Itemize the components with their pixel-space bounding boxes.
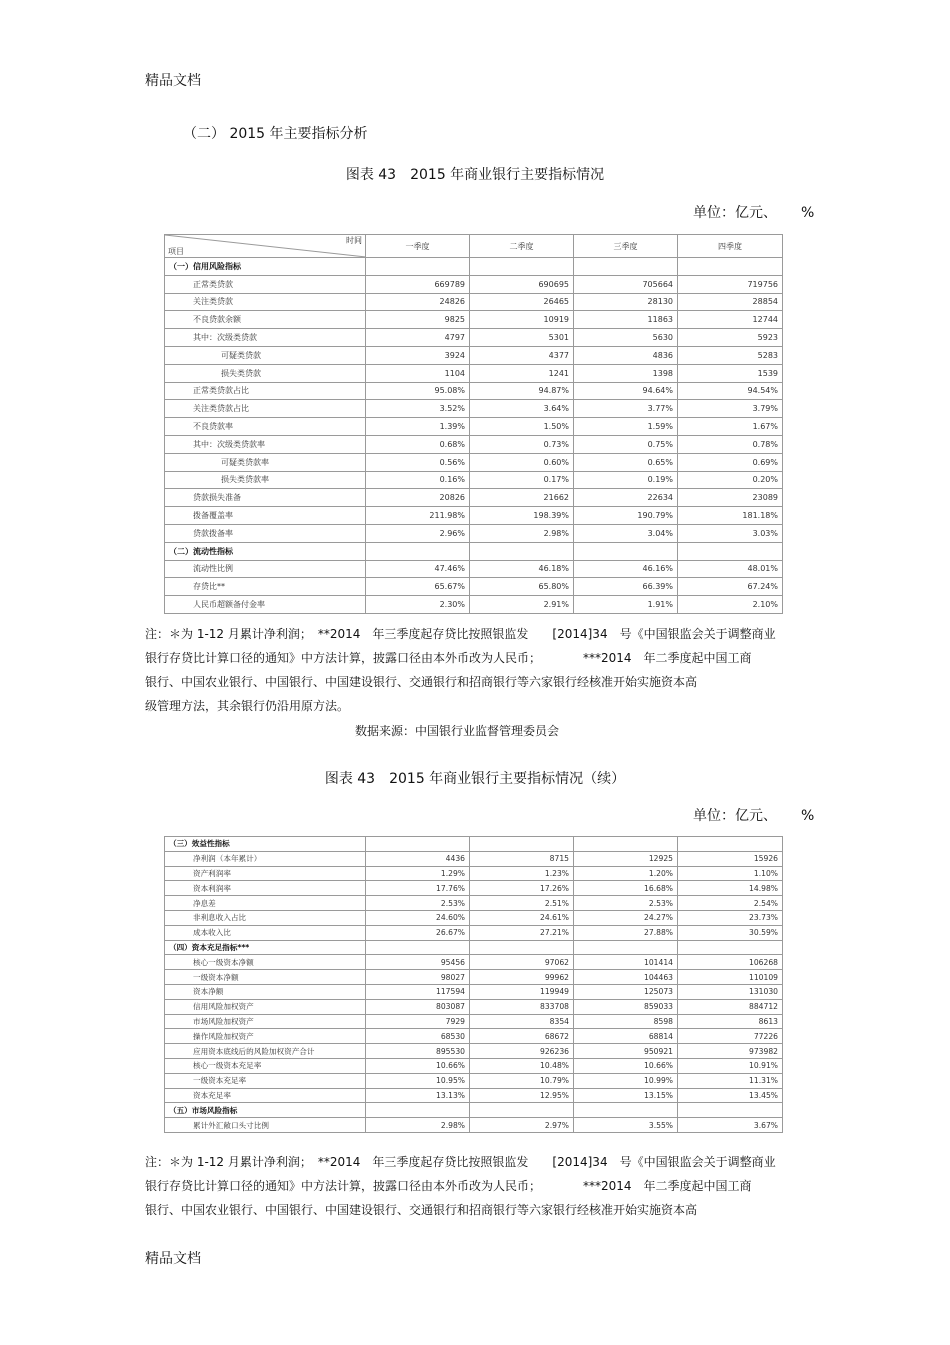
table-row xyxy=(165,984,783,999)
value-cell: 5923 xyxy=(678,329,783,347)
row-label: 不良贷款余额 xyxy=(165,311,366,329)
value-cell: 1.91% xyxy=(574,596,678,614)
value-cell: 68530 xyxy=(366,1029,470,1044)
table-row xyxy=(165,560,783,578)
table-row xyxy=(165,881,783,896)
group-label: （四）资本充足指标*** xyxy=(165,940,366,955)
value-cell: 12.95% xyxy=(470,1088,574,1103)
table1-footnote xyxy=(145,622,805,718)
value-cell: 17.26% xyxy=(470,881,574,896)
value-cell: 4797 xyxy=(366,329,470,347)
value-cell: 125073 xyxy=(574,984,678,999)
table-row xyxy=(165,346,783,364)
corner-header-cell xyxy=(165,235,366,258)
value-cell: 0.78% xyxy=(678,435,783,453)
value-cell: 47.46% xyxy=(366,560,470,578)
table-row xyxy=(165,1058,783,1073)
value-cell: 12744 xyxy=(678,311,783,329)
row-label: 一级资本净额 xyxy=(165,970,366,985)
value-cell xyxy=(574,542,678,560)
value-cell: 859033 xyxy=(574,999,678,1014)
group-row xyxy=(165,940,783,955)
table-row xyxy=(165,999,783,1014)
value-cell: 97062 xyxy=(470,955,574,970)
group-label: （一）信用风险指标 xyxy=(165,258,366,276)
value-cell: 17.76% xyxy=(366,881,470,896)
table-row xyxy=(165,364,783,382)
value-cell: 14.98% xyxy=(678,881,783,896)
value-cell: 0.60% xyxy=(470,453,574,471)
value-cell: 1.59% xyxy=(574,418,678,436)
value-cell: 11863 xyxy=(574,311,678,329)
value-cell: 669789 xyxy=(366,275,470,293)
footnote-line: 银行存贷比计算口径的通知》中方法计算，披露口径由本外币改为人民币； ***2014 年二季度起中国工商 xyxy=(145,1179,752,1193)
value-cell: 26465 xyxy=(470,293,574,311)
value-cell: 77226 xyxy=(678,1029,783,1044)
unit-label: 单位：亿元、 xyxy=(693,205,777,221)
value-cell: 10.48% xyxy=(470,1058,574,1073)
value-cell: 4377 xyxy=(470,346,574,364)
value-cell: 27.88% xyxy=(574,925,678,940)
value-cell: 94.64% xyxy=(574,382,678,400)
value-cell: 28854 xyxy=(678,293,783,311)
table-row xyxy=(165,596,783,614)
group-label: （二）流动性指标 xyxy=(165,542,366,560)
value-cell xyxy=(678,940,783,955)
row-label: 正常类贷款 xyxy=(165,275,366,293)
value-cell: 67.24% xyxy=(678,578,783,596)
row-label: 贷款损失准备 xyxy=(165,489,366,507)
value-cell: 719756 xyxy=(678,275,783,293)
footnote-line: 银行存贷比计算口径的通知》中方法计算，披露口径由本外币改为人民币； ***2014 年二季度起中国工商 xyxy=(145,651,752,665)
group-row xyxy=(165,1103,783,1118)
value-cell: 98027 xyxy=(366,970,470,985)
value-cell: 106268 xyxy=(678,955,783,970)
value-cell: 0.69% xyxy=(678,453,783,471)
value-cell xyxy=(470,542,574,560)
row-label: 资产利润率 xyxy=(165,866,366,881)
row-label: 核心一级资本充足率 xyxy=(165,1058,366,1073)
section-heading: （二） 2015 年主要指标分析 xyxy=(183,126,368,142)
row-label: 累计外汇敞口头寸比例 xyxy=(165,1118,366,1133)
value-cell xyxy=(678,542,783,560)
value-cell: 2.30% xyxy=(366,596,470,614)
value-cell: 1.23% xyxy=(470,866,574,881)
value-cell: 13.13% xyxy=(366,1088,470,1103)
value-cell: 0.68% xyxy=(366,435,470,453)
value-cell: 119949 xyxy=(470,984,574,999)
group-row xyxy=(165,837,783,852)
value-cell xyxy=(470,1103,574,1118)
value-cell xyxy=(470,837,574,852)
row-label: 核心一级资本净额 xyxy=(165,955,366,970)
group-row xyxy=(165,258,783,276)
row-label: 非利息收入占比 xyxy=(165,910,366,925)
column-header: 三季度 xyxy=(574,235,678,258)
value-cell: 2.53% xyxy=(574,896,678,911)
value-cell: 5301 xyxy=(470,329,574,347)
value-cell: 1539 xyxy=(678,364,783,382)
value-cell xyxy=(678,1103,783,1118)
row-label: 资本利润率 xyxy=(165,881,366,896)
value-cell: 24.61% xyxy=(470,910,574,925)
table-row xyxy=(165,1073,783,1088)
indicator-table-2 xyxy=(164,836,783,1133)
unit-percent: % xyxy=(801,808,815,824)
value-cell: 926236 xyxy=(470,1044,574,1059)
table1-unit xyxy=(693,202,814,222)
row-label: 存贷比** xyxy=(165,578,366,596)
value-cell: 2.97% xyxy=(470,1118,574,1133)
value-cell: 950921 xyxy=(574,1044,678,1059)
value-cell: 7929 xyxy=(366,1014,470,1029)
row-label: 其中：次级类贷款率 xyxy=(165,435,366,453)
table-row xyxy=(165,400,783,418)
value-cell: 1.39% xyxy=(366,418,470,436)
value-cell: 705664 xyxy=(574,275,678,293)
value-cell: 5630 xyxy=(574,329,678,347)
table-row xyxy=(165,293,783,311)
row-label: 操作风险加权资产 xyxy=(165,1029,366,1044)
value-cell: 8613 xyxy=(678,1014,783,1029)
value-cell: 4436 xyxy=(366,851,470,866)
table-row xyxy=(165,489,783,507)
value-cell: 22634 xyxy=(574,489,678,507)
row-label: 关注类贷款 xyxy=(165,293,366,311)
row-label: 损失类贷款率 xyxy=(165,471,366,489)
value-cell: 0.65% xyxy=(574,453,678,471)
value-cell xyxy=(574,940,678,955)
value-cell: 803087 xyxy=(366,999,470,1014)
value-cell: 10.66% xyxy=(574,1058,678,1073)
value-cell: 8715 xyxy=(470,851,574,866)
value-cell: 24826 xyxy=(366,293,470,311)
value-cell: 23089 xyxy=(678,489,783,507)
value-cell: 11.31% xyxy=(678,1073,783,1088)
value-cell xyxy=(470,258,574,276)
value-cell: 3.52% xyxy=(366,400,470,418)
value-cell xyxy=(574,258,678,276)
value-cell xyxy=(574,837,678,852)
row-label: 正常类贷款占比 xyxy=(165,382,366,400)
table-row xyxy=(165,866,783,881)
group-label: （五）市场风险指标 xyxy=(165,1103,366,1118)
corner-diagonal xyxy=(165,235,366,257)
value-cell: 20826 xyxy=(366,489,470,507)
value-cell: 973982 xyxy=(678,1044,783,1059)
row-label: 市场风险加权资产 xyxy=(165,1014,366,1029)
value-cell: 0.75% xyxy=(574,435,678,453)
table-row xyxy=(165,275,783,293)
value-cell: 15926 xyxy=(678,851,783,866)
value-cell: 198.39% xyxy=(470,507,574,525)
group-row xyxy=(165,542,783,560)
footnote-line: 注：＊为 1-12 月累计净利润； **2014 年三季度起存贷比按照银监发 [2014]34 号《中国银监会关于调整商业 xyxy=(145,1155,776,1169)
value-cell xyxy=(470,940,574,955)
table-row xyxy=(165,910,783,925)
value-cell: 65.80% xyxy=(470,578,574,596)
value-cell: 13.15% xyxy=(574,1088,678,1103)
row-label: 净利润（本年累计） xyxy=(165,851,366,866)
table-row xyxy=(165,418,783,436)
table2-title: 图表 43 2015 年商业银行主要指标情况（续） xyxy=(324,771,626,787)
value-cell: 68672 xyxy=(470,1029,574,1044)
row-label: 可疑类贷款 xyxy=(165,346,366,364)
value-cell: 211.98% xyxy=(366,507,470,525)
value-cell: 3.03% xyxy=(678,524,783,542)
value-cell: 2.91% xyxy=(470,596,574,614)
value-cell: 2.98% xyxy=(366,1118,470,1133)
value-cell: 0.73% xyxy=(470,435,574,453)
value-cell: 1104 xyxy=(366,364,470,382)
column-header: 四季度 xyxy=(678,235,783,258)
column-header: 一季度 xyxy=(366,235,470,258)
value-cell xyxy=(366,542,470,560)
row-label: 关注类贷款占比 xyxy=(165,400,366,418)
value-cell: 181.18% xyxy=(678,507,783,525)
row-label: 资本净额 xyxy=(165,984,366,999)
value-cell: 68814 xyxy=(574,1029,678,1044)
value-cell: 1.29% xyxy=(366,866,470,881)
table-row xyxy=(165,329,783,347)
value-cell: 94.54% xyxy=(678,382,783,400)
row-label: 可疑类贷款率 xyxy=(165,453,366,471)
table-row xyxy=(165,382,783,400)
value-cell: 884712 xyxy=(678,999,783,1014)
value-cell: 21662 xyxy=(470,489,574,507)
value-cell xyxy=(366,1103,470,1118)
value-cell: 110109 xyxy=(678,970,783,985)
value-cell xyxy=(366,837,470,852)
value-cell: 2.54% xyxy=(678,896,783,911)
table-row xyxy=(165,1044,783,1059)
value-cell: 2.53% xyxy=(366,896,470,911)
value-cell: 65.67% xyxy=(366,578,470,596)
row-label: 一级资本充足率 xyxy=(165,1073,366,1088)
value-cell: 3.77% xyxy=(574,400,678,418)
value-cell: 0.20% xyxy=(678,471,783,489)
value-cell: 2.51% xyxy=(470,896,574,911)
table-row xyxy=(165,453,783,471)
corner-item-label: 项目 xyxy=(168,247,184,256)
group-label: （三）效益性指标 xyxy=(165,837,366,852)
value-cell: 131030 xyxy=(678,984,783,999)
unit-percent: % xyxy=(801,205,815,221)
value-cell xyxy=(574,1103,678,1118)
value-cell: 24.60% xyxy=(366,910,470,925)
table2-footnote xyxy=(145,1150,805,1222)
table-row xyxy=(165,1014,783,1029)
value-cell: 94.87% xyxy=(470,382,574,400)
value-cell: 1398 xyxy=(574,364,678,382)
value-cell: 30.59% xyxy=(678,925,783,940)
value-cell: 10.99% xyxy=(574,1073,678,1088)
value-cell: 4836 xyxy=(574,346,678,364)
value-cell: 3.67% xyxy=(678,1118,783,1133)
row-label: 流动性比例 xyxy=(165,560,366,578)
value-cell: 117594 xyxy=(366,984,470,999)
value-cell: 1.10% xyxy=(678,866,783,881)
value-cell xyxy=(366,940,470,955)
value-cell: 10.66% xyxy=(366,1058,470,1073)
table-row xyxy=(165,896,783,911)
value-cell: 0.56% xyxy=(366,453,470,471)
value-cell: 26.67% xyxy=(366,925,470,940)
footnote-line: 注：＊为 1-12 月累计净利润； **2014 年三季度起存贷比按照银监发 [2014]34 号《中国银监会关于调整商业 xyxy=(145,627,776,641)
value-cell: 833708 xyxy=(470,999,574,1014)
table1-title: 图表 43 2015 年商业银行主要指标情况 xyxy=(345,167,605,183)
value-cell xyxy=(366,258,470,276)
row-label: 拨备覆盖率 xyxy=(165,507,366,525)
value-cell: 3.64% xyxy=(470,400,574,418)
page-header: 精品文档 xyxy=(145,73,201,89)
value-cell: 8598 xyxy=(574,1014,678,1029)
row-label: 资本充足率 xyxy=(165,1088,366,1103)
table-row xyxy=(165,1118,783,1133)
value-cell: 3.04% xyxy=(574,524,678,542)
table-row xyxy=(165,1029,783,1044)
value-cell xyxy=(678,258,783,276)
page-footer: 精品文档 xyxy=(145,1251,201,1267)
value-cell: 690695 xyxy=(470,275,574,293)
value-cell: 8354 xyxy=(470,1014,574,1029)
value-cell: 10.91% xyxy=(678,1058,783,1073)
value-cell: 66.39% xyxy=(574,578,678,596)
row-label: 损失类贷款 xyxy=(165,364,366,382)
value-cell: 99962 xyxy=(470,970,574,985)
value-cell: 10.79% xyxy=(470,1073,574,1088)
value-cell: 895530 xyxy=(366,1044,470,1059)
column-header: 二季度 xyxy=(470,235,574,258)
value-cell: 1.67% xyxy=(678,418,783,436)
table-row xyxy=(165,970,783,985)
row-label: 应用资本底线后的风险加权资产合计 xyxy=(165,1044,366,1059)
value-cell: 0.17% xyxy=(470,471,574,489)
value-cell: 27.21% xyxy=(470,925,574,940)
value-cell: 1.20% xyxy=(574,866,678,881)
corner-time-label: 时间 xyxy=(346,236,362,245)
row-label: 净息差 xyxy=(165,896,366,911)
table-row xyxy=(165,311,783,329)
footnote-line: 银行、中国农业银行、中国银行、中国建设银行、交通银行和招商银行等六家银行经核准开始实施资本高 xyxy=(145,675,698,689)
table-row xyxy=(165,955,783,970)
value-cell: 46.16% xyxy=(574,560,678,578)
value-cell: 5283 xyxy=(678,346,783,364)
value-cell: 2.98% xyxy=(470,524,574,542)
row-label: 人民币超额备付金率 xyxy=(165,596,366,614)
value-cell: 190.79% xyxy=(574,507,678,525)
value-cell: 95456 xyxy=(366,955,470,970)
value-cell: 12925 xyxy=(574,851,678,866)
row-label: 成本收入比 xyxy=(165,925,366,940)
row-label: 其中：次级类贷款 xyxy=(165,329,366,347)
value-cell: 104463 xyxy=(574,970,678,985)
value-cell: 16.68% xyxy=(574,881,678,896)
value-cell: 10919 xyxy=(470,311,574,329)
footnote-line: 银行、中国农业银行、中国银行、中国建设银行、交通银行和招商银行等六家银行经核准开始实施资本高 xyxy=(145,1203,698,1217)
table2-unit xyxy=(693,805,814,825)
row-label: 贷款拨备率 xyxy=(165,524,366,542)
data-source: 数据来源：中国银行业监督管理委员会 xyxy=(355,724,560,738)
value-cell: 2.96% xyxy=(366,524,470,542)
table-row xyxy=(165,578,783,596)
value-cell: 23.73% xyxy=(678,910,783,925)
unit-label: 单位：亿元、 xyxy=(693,808,777,824)
value-cell: 1.50% xyxy=(470,418,574,436)
table-row xyxy=(165,851,783,866)
value-cell: 9825 xyxy=(366,311,470,329)
value-cell: 24.27% xyxy=(574,910,678,925)
row-label: 信用风险加权资产 xyxy=(165,999,366,1014)
value-cell: 0.19% xyxy=(574,471,678,489)
value-cell: 28130 xyxy=(574,293,678,311)
table-row xyxy=(165,1088,783,1103)
value-cell: 13.45% xyxy=(678,1088,783,1103)
value-cell: 95.08% xyxy=(366,382,470,400)
value-cell: 3.79% xyxy=(678,400,783,418)
value-cell: 3924 xyxy=(366,346,470,364)
indicator-table-1 xyxy=(164,234,783,614)
table-row xyxy=(165,507,783,525)
value-cell: 0.16% xyxy=(366,471,470,489)
value-cell: 10.95% xyxy=(366,1073,470,1088)
table-row xyxy=(165,471,783,489)
value-cell: 3.55% xyxy=(574,1118,678,1133)
value-cell xyxy=(678,837,783,852)
table-row xyxy=(165,925,783,940)
row-label: 不良贷款率 xyxy=(165,418,366,436)
value-cell: 46.18% xyxy=(470,560,574,578)
value-cell: 1241 xyxy=(470,364,574,382)
footnote-line: 级管理方法，其余银行仍沿用原方法。 xyxy=(145,699,350,713)
value-cell: 2.10% xyxy=(678,596,783,614)
value-cell: 101414 xyxy=(574,955,678,970)
table-row xyxy=(165,435,783,453)
table-row xyxy=(165,524,783,542)
value-cell: 48.01% xyxy=(678,560,783,578)
